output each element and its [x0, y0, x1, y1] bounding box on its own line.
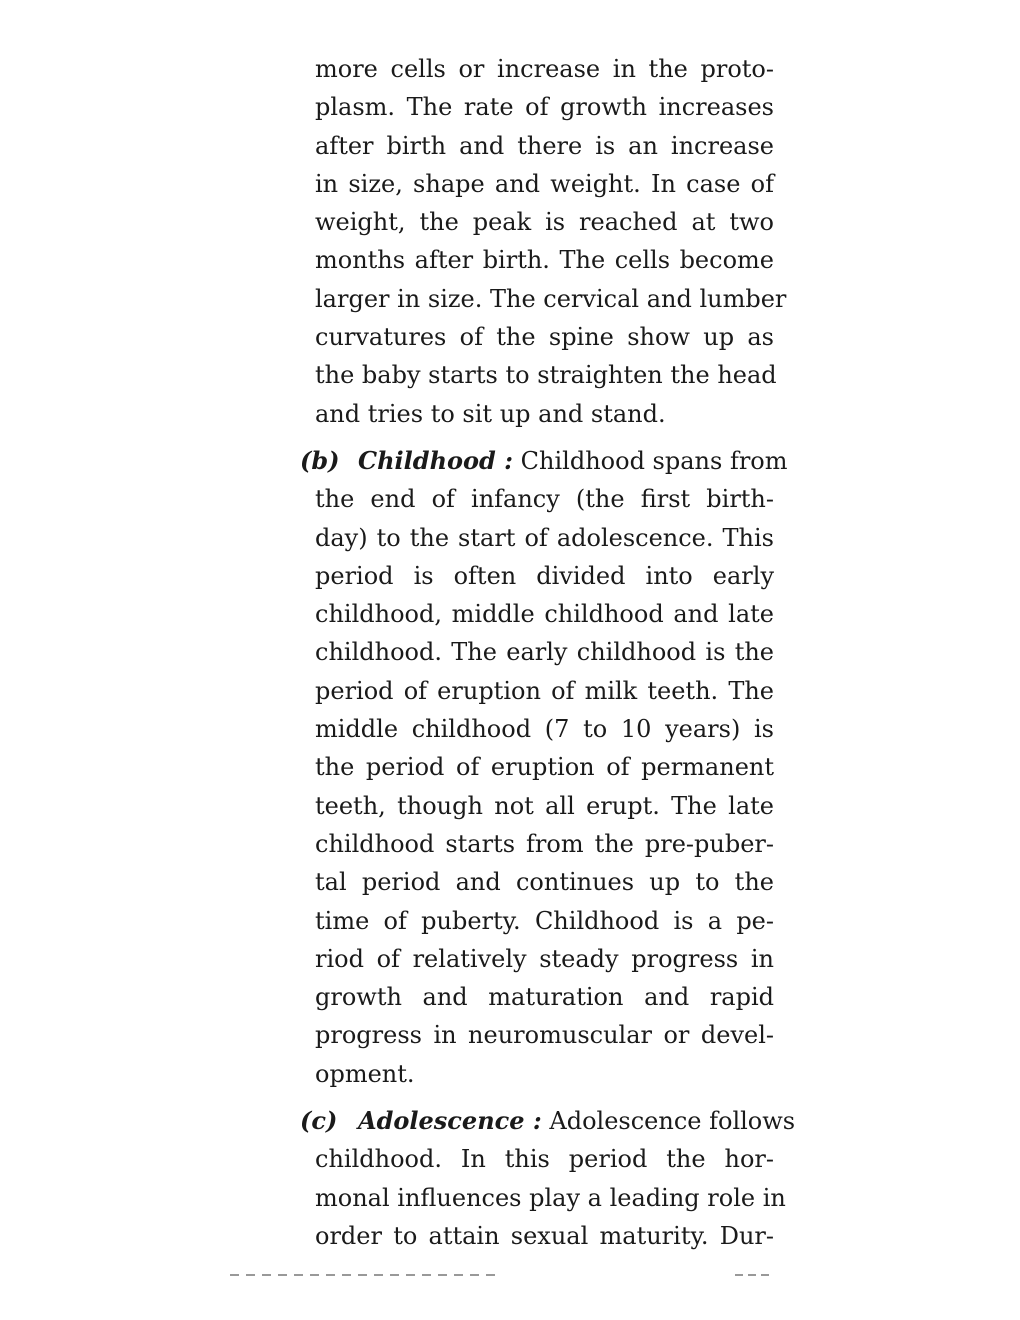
paragraph-first-line [300, 1102, 796, 1140]
paragraph-adolescence [300, 1102, 796, 1255]
text-line: in size, shape and weight. In case of [315, 169, 774, 198]
text-line: progress in neuromuscular or devel- [315, 1021, 774, 1050]
text-line: childhood. The early childhood is the [315, 638, 774, 667]
text-line: the period of eruption of permanent [315, 753, 774, 782]
text-line: childhood starts from the pre-puber- [315, 829, 774, 858]
text-line: more cells or increase in the proto- [315, 55, 774, 83]
text-line: and tries to sit up and stand. [315, 399, 666, 428]
text-line: plasm. The rate of growth increases [315, 93, 774, 122]
text-line: monal influences play a leading role in [315, 1183, 786, 1212]
item-label: (b) [300, 445, 340, 475]
text-line: order to attain sexual maturity. Dur- [315, 1221, 774, 1250]
text-line: middle childhood (7 to 10 years) is [315, 715, 774, 744]
text-line: after birth and there is an increase [315, 131, 774, 160]
text-line: the baby starts to straighten the head [315, 361, 777, 390]
text-line: teeth, though not all erupt. The late [315, 791, 774, 820]
text-line: the end of infancy (the first birth- [315, 485, 774, 514]
text-line: curvatures of the spine show up as [315, 323, 774, 352]
line-text: Adolescence follows [549, 1107, 796, 1136]
text-line: months after birth. The cells become [315, 246, 774, 275]
text-line: growth and maturation and rapid [315, 983, 774, 1012]
text-line: childhood. In this period the hor- [315, 1145, 774, 1174]
paragraph-childhood [300, 442, 788, 1093]
paragraph-first-line [300, 442, 788, 480]
page-text-column [300, 50, 796, 1264]
section-heading: Childhood : [358, 445, 514, 475]
text-line: period is often divided into early [315, 561, 774, 590]
item-label: (c) [300, 1106, 338, 1136]
line-text: Childhood spans from [520, 446, 788, 475]
text-line: period of eruption of milk teeth. The [315, 676, 774, 705]
text-line: childhood, middle childhood and late [315, 600, 774, 629]
text-line: day) to the start of adolescence. This [315, 523, 774, 552]
text-line: riod of relatively steady progress in [315, 944, 774, 973]
text-line: tal period and continues up to the [315, 868, 774, 897]
section-heading: Adolescence : [358, 1106, 542, 1136]
text-line: opment. [315, 1059, 415, 1088]
text-line: time of puberty. Childhood is a pe- [315, 906, 774, 935]
text-line: weight, the peak is reached at two [315, 208, 774, 237]
paragraph-infancy-continued [315, 50, 787, 433]
cut-off-footer [230, 1270, 770, 1278]
text-line: larger in size. The cervical and lumber [315, 284, 787, 313]
